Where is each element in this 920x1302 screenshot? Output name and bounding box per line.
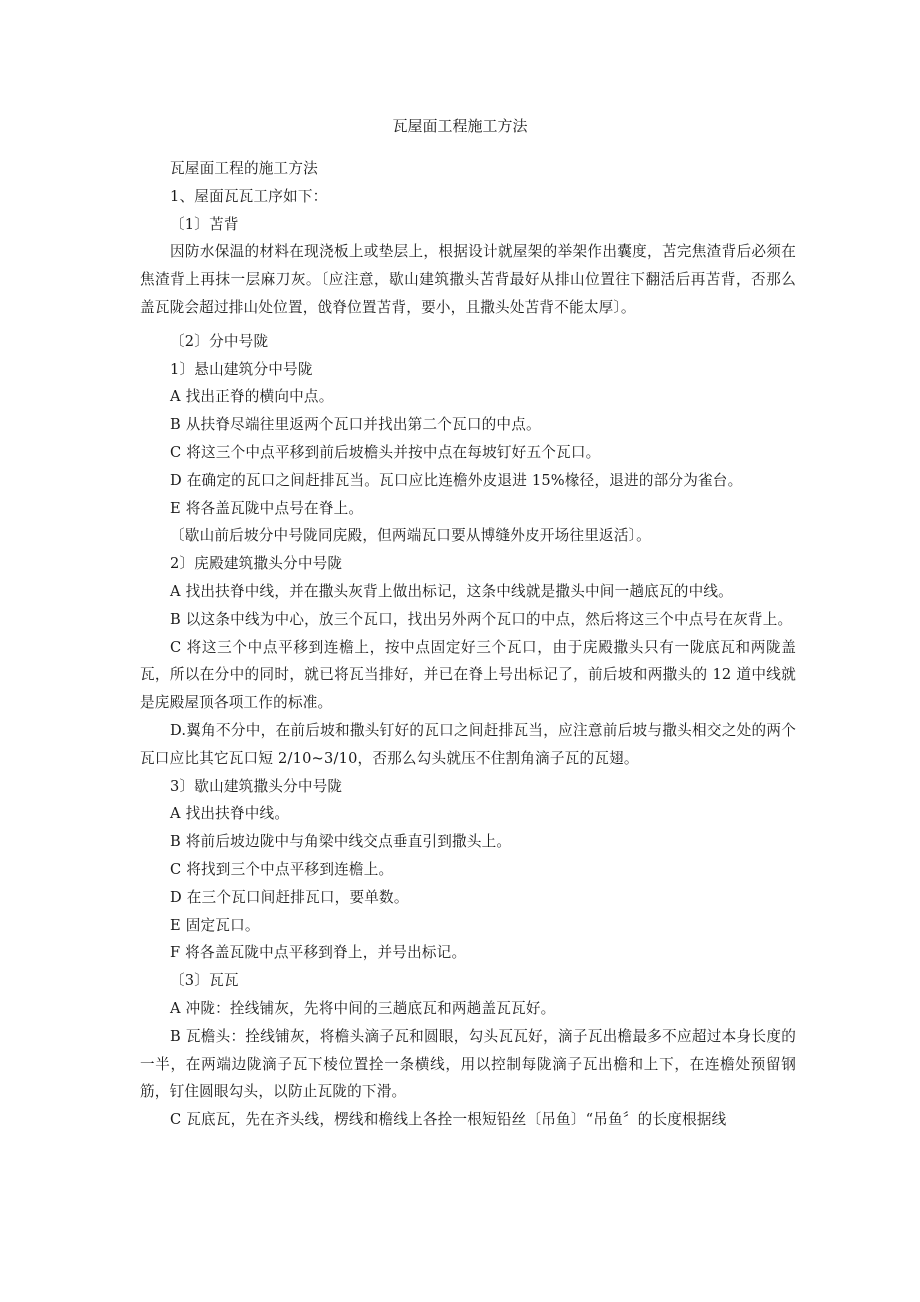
paragraph: C 将这三个中点平移到连檐上，按中点固定好三个瓦口，由于庑殿撒头只有一陇底瓦和两陇盖瓦，所以在分中的同时，就已将瓦当排好，并已在脊上号出标记了，前后坡和两撒头的 12 道中线就是庑殿屋顶各项工作的标准。: [140, 638, 796, 712]
paragraph: B 以这条中线为中心，放三个瓦口，找出另外两个瓦口的中点，然后将这三个中点号在灰背上。: [170, 610, 793, 628]
paragraph: D.翼角不分中，在前后坡和撒头钉好的瓦口之间赶排瓦当，应注意前后坡与撒头相交之处的两个瓦口应比其它瓦口短 2/10~3/10，否那么勾头就压不住割角滴子瓦的瓦翅。: [140, 721, 796, 767]
paragraph: D 在三个瓦口间赶排瓦口，要单数。: [170, 888, 409, 906]
paragraph: F 将各盖瓦陇中点平移到脊上，并号出标记。: [170, 944, 467, 962]
paragraph: 因防水保温的材料在现浇板上或垫层上，根据设计就屋架的举架作出囊度，苫完焦渣背后必须在焦渣背上再抹一层麻刀灰。〔应注意，歇山建筑撒头苫背最好从排山位置往下翻活后再苫背，否那么盖瓦陇会超过排山处位置，戗脊位置苫背，要小，且撒头处苫背不能太厚〕。: [140, 243, 796, 316]
paragraph: E 固定瓦口。: [170, 916, 260, 934]
paragraph: 3〕歇山建筑撒头分中号陇: [170, 777, 343, 795]
paragraph: A 找出扶脊中线。: [170, 805, 290, 823]
paragraph: C 将找到三个中点平移到连檐上。: [170, 860, 394, 878]
paragraph: 〔3〕瓦瓦: [170, 972, 239, 990]
paragraph: A 冲陇：拴线铺灰，先将中间的三趟底瓦和两趟盖瓦瓦好。: [170, 999, 556, 1017]
paragraph: 〔歇山前后坡分中号陇同庑殿，但两端瓦口要从博缝外皮开场往里返活〕。: [170, 527, 651, 545]
document-title: 瓦屋面工程施工方法: [392, 117, 528, 135]
paragraph: 〔1〕苫背: [170, 215, 239, 233]
paragraph: A 找出正脊的横向中点。: [170, 388, 334, 406]
paragraph: C 瓦底瓦，先在齐头线，楞线和檐线上各拴一根短铅丝〔吊鱼〕“吊鱼〞的长度根据线: [170, 1111, 727, 1129]
paragraph: D 在确定的瓦口之间赶排瓦当。瓦口应比连檐外皮退进 15%椽径，退进的部分为雀台。: [170, 471, 743, 489]
document-body: [140, 155, 796, 1134]
paragraph: B 瓦檐头：拴线铺灰，将檐头滴子瓦和圆眼，勾头瓦瓦好，滴子瓦出檐最多不应超过本身长度的一半，在两端边陇滴子瓦下棱位置拴一条横线，用以控制每陇滴子瓦出檐和上下，在连檐处预留钢筋，钉住圆眼勾头，以防止瓦陇的下滑。: [140, 1027, 796, 1101]
paragraph: 1〕悬山建筑分中号陇: [170, 360, 313, 378]
paragraph: C 将这三个中点平移到前后坡檐头并按中点在每坡钉好五个瓦口。: [170, 443, 601, 461]
paragraph: 1、屋面瓦瓦工序如下：: [170, 187, 328, 205]
paragraph: 2〕庑殿建筑撒头分中号陇: [170, 555, 343, 573]
paragraph: B 从扶脊尽端往里返两个瓦口并找出第二个瓦口的中点。: [170, 416, 541, 434]
paragraph: 〔2〕分中号陇: [170, 332, 269, 350]
paragraph: 瓦屋面工程的施工方法: [170, 160, 318, 177]
paragraph: A 找出扶脊中线，并在撒头灰背上做出标记，这条中线就是撒头中间一趟底瓦的中线。: [170, 582, 733, 600]
paragraph: E 将各盖瓦陇中点号在脊上。: [170, 499, 364, 517]
paragraph: B 将前后坡边陇中与角梁中线交点垂直引到撒头上。: [170, 833, 512, 851]
